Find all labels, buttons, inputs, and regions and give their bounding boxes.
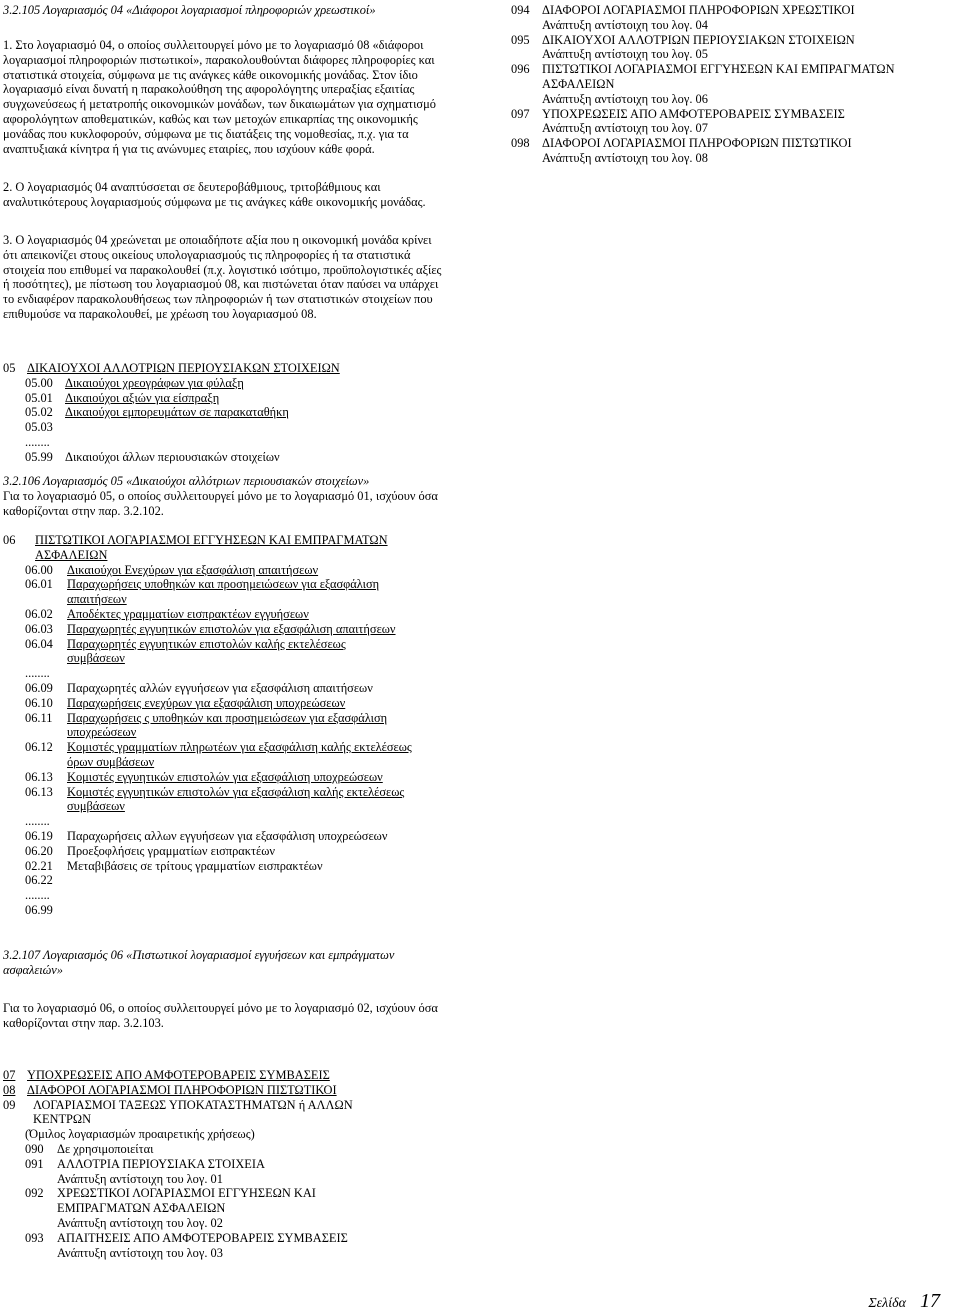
account-title: ΥΠΟΧΡΕΩΣΕΙΣ ΑΠΟ ΑΜΦΟΤΕΡΟΒΑΡΕΙΣ ΣΥΜΒΑΣΕΙΣ (542, 106, 845, 121)
paragraph-1: 1. Στο λογαριασμό 04, ο οποίος συλλειτουργεί μόνο με το λογαριασμό 08 «διάφοροι λογαριασμοί πληροφοριών πιστωτικοί», παρακολουθούνται διάφορες πληροφορίες και στατιστικά στοιχεία, σύμφωνα με τις ανάγκες κάθε οικονομικής μονάδας. Στον ίδιο λογαριασμό είναι δυνατή η παρακολούθηση της αφορολόγητης υπεραξίας εξαιτίας συγχωνεύσεως ή μετατροπής οικονομικών μονάδων, των δικαιωμάτων για σχηματισμό αφορολόγητων αποθεματικών, καθώς και των μετοχών επικαρπίας της οικονομικής μονάδας που κυκλοφορούν, σύμφωνα με τις διατάξεις της νομοθεσίας, π.χ. για τα αναπτυξιακά κίνητρα ή για τις ανώνυμες εταιρίες, που ισχύουν κάθε φορά. (3, 38, 436, 156)
section-heading-107: 3.2.107 Λογαριασμός 06 «Πιστωτικοί λογαριασμοί εγγυήσεων και εμπράγματων ασφαλειών» (3, 948, 395, 977)
account-code: 096 (511, 62, 530, 77)
paragraph-2: 2. Ο λογαριασμός 04 αναπτύσσεται σε δευτεροβάθμιους, τριτοβάθμιους και αναλυτικότερους λογαριασμούς σύμφωνα με τις ανάγκες κάθε οικονομικής μονάδας. (3, 180, 426, 209)
account-header: 09 ΛΟΓΑΡΙΑΣΜΟΙ ΤΑΞΕΩΣ ΥΠΟΚΑΤΑΣΤΗΜΑΤΩΝ ή ΑΛΛΩΝ ΚΕΝΤΡΩΝ (3, 1097, 353, 1127)
list-item: 093 ΑΠΑΙΤΗΣΕΙΣ ΑΠΟ ΑΜΦΟΤΕΡΟΒΑΡΕΙΣ ΣΥΜΒΑΣΕΙΣ Ανάπτυξη αντίστοιχη του λογ. 03 (25, 1230, 348, 1260)
list-item: 06.20 Προεξοφλήσεις γραμματίων εισπρακτέων (25, 843, 275, 858)
account-sub: Ανάπτυξη αντίστοιχη του λογ. 06 (542, 91, 708, 106)
list-item (511, 62, 951, 106)
paragraph-3: 3. Ο λογαριασμός 04 χρεώνεται με οποιαδήποτε αξία που η οικονομική μονάδα κρίνει ότι απεικονίζει στους οικείους υπολογαριασμούς τις πληροφορίες ή τα στατιστικά στοιχεία που επιθυμεί να παρακολουθεί (π.χ. λογιστικό ισότιμο, προϋπολογιστικές αξίες ή ποσότητες), με πίστωση του λογαριασμού 08, και πιστώνεται όταν παύσει να υπάρχει το ενδιαφέρον παρακολουθήσεως των πληροφοριών ή των στατιστικών στοιχείων που επιθυμούσε να παρακολουθεί, με χρέωση του λογαριασμού 08. (3, 233, 442, 321)
list-item: 05.01 Δικαιούχοι αξιών για είσπραξη (25, 390, 220, 405)
account-sub: Ανάπτυξη αντίστοιχη του λογ. 07 (542, 121, 708, 136)
list-item: 06.22 (25, 873, 53, 888)
account-sub: Ανάπτυξη αντίστοιχη του λογ. 08 (542, 150, 708, 165)
account-title: ΔΙΚΑΙΟΥΧΟΙ ΑΛΛΟΤΡΙΩΝ ΠΕΡΙΟΥΣΙΑΚΩΝ ΣΤΟΙΧΕΙΩΝ (542, 32, 855, 47)
account-code: 098 (511, 136, 530, 151)
section-107-text: Για το λογαριασμό 06, ο οποίος συλλειτουργεί μόνο με το λογαριασμό 02, ισχύουν όσα καθορίζονται στην παρ. 3.2.103. (3, 1001, 438, 1030)
list-item: 06.04 Παραχωρητές εγγυητικών επιστολών καλής εκτελέσεως συμβάσεων (25, 636, 346, 666)
list-item: 06.99 (25, 902, 53, 917)
bottom-account-list (3, 1068, 443, 1260)
list-item (511, 33, 951, 63)
list-item: 06.19 Παραχωρήσεις αλλων εγγυήσεων για εξασφάλιση υποχρεώσεων (25, 828, 388, 843)
list-item: 06.12 Κομιστές γραμματίων πληρωτέων για εξασφάλιση καλής εκτελέσεως όρων συμβάσεων (25, 740, 412, 769)
list-item: 05.02 Δικαιούχοι εμπορευμάτων σε παρακαταθήκη (25, 405, 289, 420)
section-heading-106: 3.2.106 Λογαριασμός 05 «Δικαιούχοι αλλότριων περιουσιακών στοιχείων» (3, 474, 370, 488)
list-item (511, 136, 951, 166)
account-title: ΠΙΣΤΩΤΙΚΟΙ ΛΟΓΑΡΙΑΣΜΟΙ ΕΓΓΥΗΣΕΩΝ ΚΑΙ ΕΜΠΡΑΓΜΑΤΩΝ ΑΣΦΑΛΕΙΩΝ (542, 62, 895, 91)
list-item: 06.01 Παραχωρήσεις υποθηκών και προσημειώσεων για εξασφάλιση απαιτήσεων (25, 577, 380, 607)
account-title: ΔΙΑΦΟΡΟΙ ΛΟΓΑΡΙΑΣΜΟΙ ΠΛΗΡΟΦΟΡΙΩΝ ΠΙΣΤΩΤΙΚΟΙ (542, 136, 852, 151)
section-heading-105: 3.2.105 Λογαριασμός 04 «Διάφοροι λογαριασμοί πληροφοριών χρεωστικοί» (3, 3, 376, 17)
group-note: (Όμιλος λογαριασμών προαιρετικής χρήσεως) (25, 1127, 255, 1142)
account-title: ΠΙΣΤΩΤΙΚΟΙ ΛΟΓΑΡΙΑΣΜΟΙ ΕΓΓΥΗΣΕΩΝ ΚΑΙ ΕΜΠΡΑΓΜΑΤΩΝ ΑΣΦΑΛΕΙΩΝ (35, 533, 388, 562)
account-title: ΔΙΚΑΙΟΥΧΟΙ ΑΛΛΟΤΡΙΩΝ ΠΕΡΙΟΥΣΙΑΚΩΝ ΣΤΟΙΧΕΙΩΝ (27, 361, 340, 375)
right-account-list (511, 3, 951, 166)
list-item: 092 ΧΡΕΩΣΤΙΚΟΙ ΛΟΓΑΡΙΑΣΜΟΙ ΕΓΓΥΗΣΕΩΝ ΚΑΙ ΕΜΠΡΑΓΜΑΤΩΝ ΑΣΦΑΛΕΙΩΝ Ανάπτυξη αντίστοιχη του λογ. 02 (25, 1186, 316, 1230)
account-title: ΔΙΑΦΟΡΟΙ ΛΟΓΑΡΙΑΣΜΟΙ ΠΛΗΡΟΦΟΡΙΩΝ ΧΡΕΩΣΤΙΚΟΙ (542, 3, 855, 17)
account-06-list (3, 533, 443, 918)
list-item: 05.99 Δικαιούχοι άλλων περιουσιακών στοιχείων (25, 449, 280, 464)
list-item: 06.09 Παραχωρητές αλλών εγγυήσεων για εξασφάλιση απαιτήσεων (25, 680, 373, 695)
account-code: 094 (511, 3, 530, 17)
page-footer (868, 1290, 940, 1313)
account-code: 05 (3, 361, 16, 375)
list-item: ........ (25, 434, 50, 449)
section-106-text: Για το λογαριασμό 05, ο οποίος συλλειτουργεί μόνο με το λογαριασμό 01, ισχύουν όσα καθορίζονται στην παρ. 3.2.102. (3, 489, 438, 518)
list-item: 05.03 (25, 420, 53, 435)
list-item: 06.13 Κομιστές εγγυητικών επιστολών για εξασφάλιση υποχρεώσεων (25, 769, 383, 784)
list-item: ........ (25, 666, 50, 681)
list-item: 06.00 Δικαιούχοι Ενεχύρων για εξασφάλιση απαιτήσεων (25, 562, 319, 577)
list-item: 02.21 Μεταβιβάσεις σε τρίτους γραμματίων εισπρακτέων (25, 858, 323, 873)
account-header (3, 533, 443, 563)
account-code: 097 (511, 106, 530, 121)
list-item: 090 Δε χρησιμοποιείται (25, 1141, 154, 1156)
page-label: Σελίδα (868, 1296, 906, 1312)
page-number: 17 (920, 1290, 940, 1313)
list-item: 06.10 Παραχωρήσεις ενεχύρων για εξασφάλιση υποχρεώσεων (25, 695, 346, 710)
list-item: 091 ΑΛΛΟΤΡΙΑ ΠΕΡΙΟΥΣΙΑΚΑ ΣΤΟΙΧΕΙΑ Ανάπτυξη αντίστοιχη του λογ. 01 (25, 1156, 265, 1186)
list-item: 06.13 Κομιστές εγγυητικών επιστολών για εξασφάλιση καλής εκτελέσεως συμβάσεων (25, 784, 405, 814)
account-header: 07 ΥΠΟΧΡΕΩΣΕΙΣ ΑΠΟ ΑΜΦΟΤΕΡΟΒΑΡΕΙΣ ΣΥΜΒΑΣΕΙΣ (3, 1068, 330, 1082)
list-item: 06.11 Παραχωρήσεις ς υποθηκών και προσημειώσεων για εξασφάλιση υποχρεώσεων (25, 710, 388, 740)
list-item (511, 3, 951, 33)
list-item: 06.03 Παραχωρητές εγγυητικών επιστολών για εξασφάλιση απαιτήσεων (25, 621, 396, 636)
account-header (3, 361, 443, 376)
list-item: ........ (25, 814, 50, 829)
list-item: 05.00 Δικαιούχοι χρεογράφων για φύλαξη (25, 375, 244, 390)
account-header: 08 ΔΙΑΦΟΡΟΙ ΛΟΓΑΡΙΑΣΜΟΙ ΠΛΗΡΟΦΟΡΙΩΝ ΠΙΣΤΩΤΙΚΟΙ (3, 1082, 337, 1097)
list-item: 06.02 Αποδέκτες γραμματίων εισπρακτέων εγγυήσεων (25, 606, 309, 621)
list-item (511, 107, 951, 137)
account-sub: Ανάπτυξη αντίστοιχη του λογ. 05 (542, 47, 708, 62)
account-05-list (3, 361, 443, 465)
account-sub: Ανάπτυξη αντίστοιχη του λογ. 04 (542, 17, 708, 32)
account-code: 06 (3, 533, 16, 547)
list-item: ........ (25, 888, 50, 903)
account-code: 095 (511, 32, 530, 47)
